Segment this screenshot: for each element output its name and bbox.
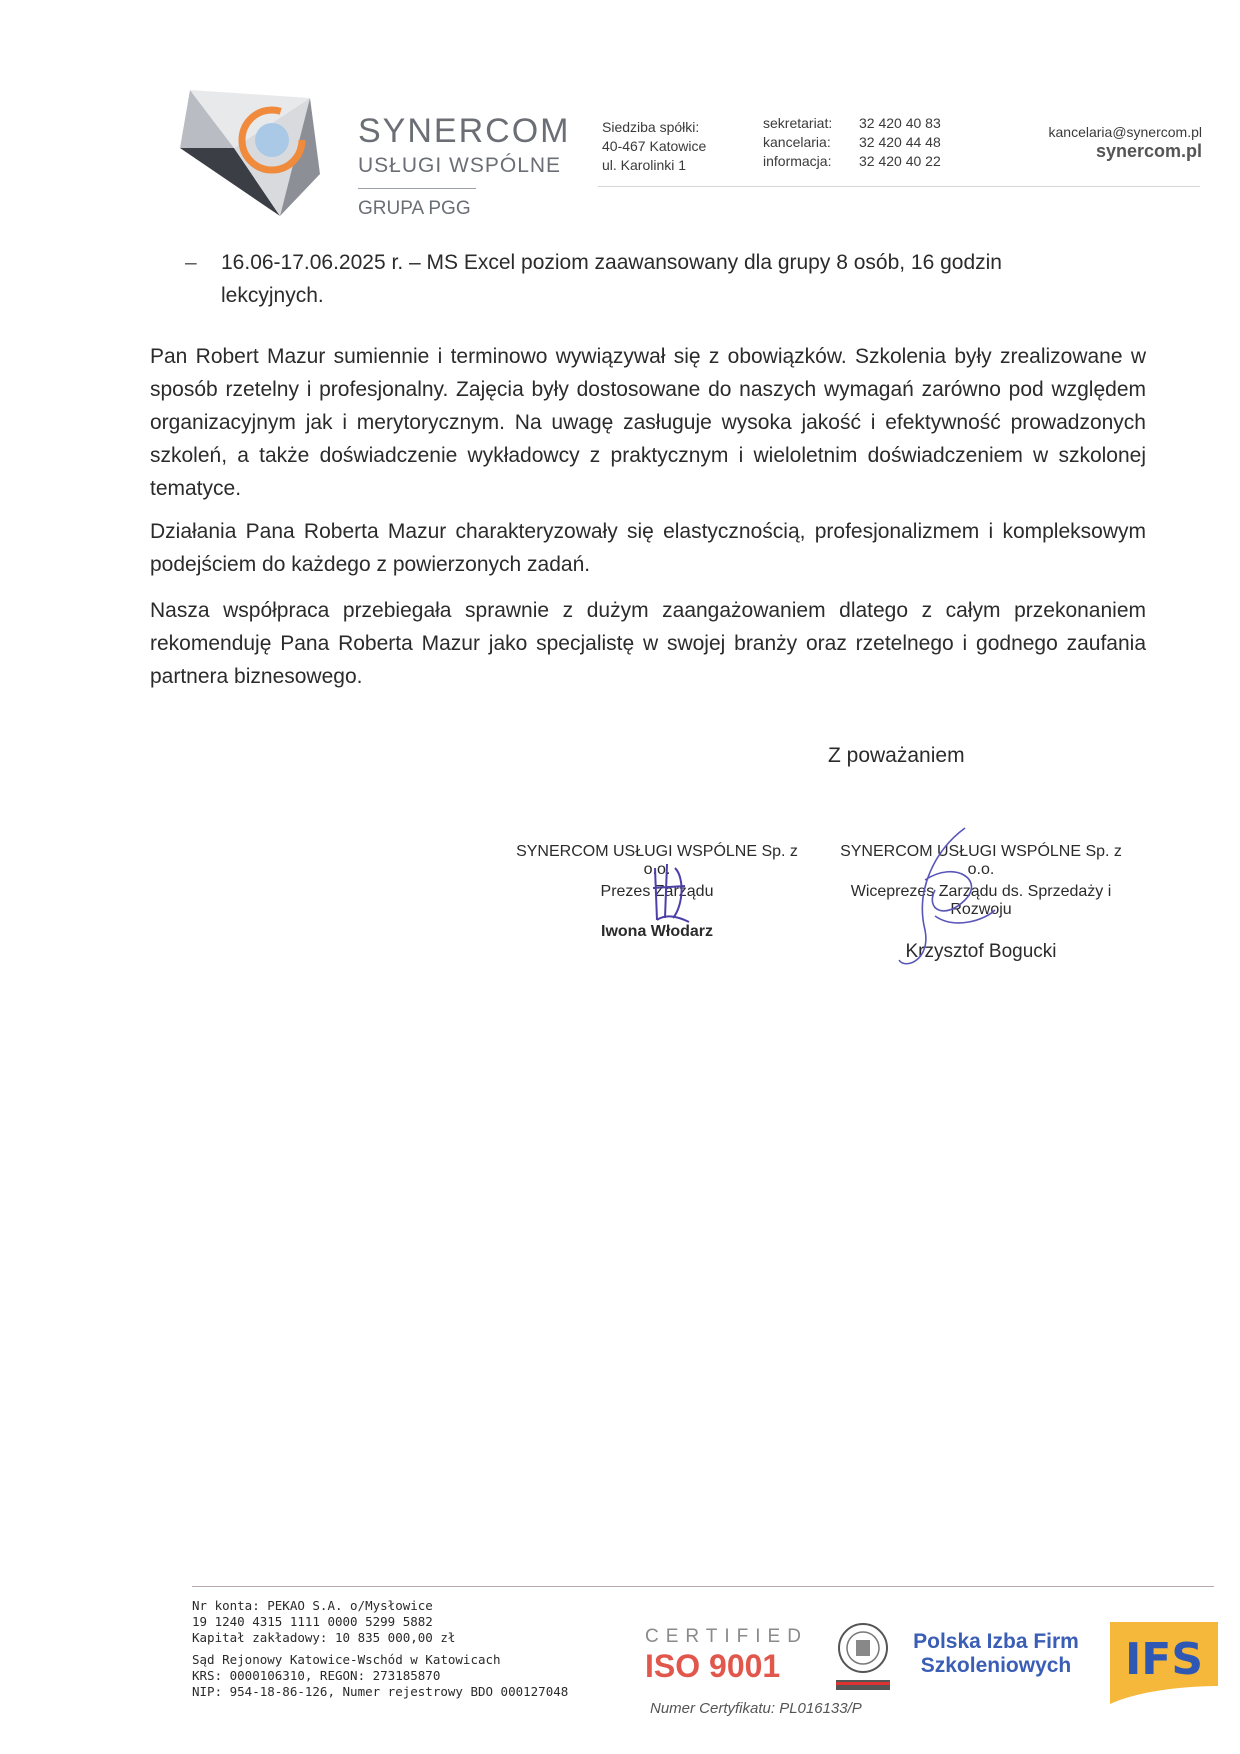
paragraph: Pan Robert Mazur sumiennie i terminowo wywiązywał się z obowiązków. Szkolenia były zrealizowane w sposób rzetelny i profesjonalny. Zajęcia były dostosowane do naszych wymagań zarówno pod względem organizacyjnym jak i merytorycznym. Na uwagę zasługuje wysoka jakość i efektywność prowadzonych szkoleń, a także doświadczenie wykładowcy z praktycznym i wieloletnim doświadczeniem w szkolonej tematyce. <box>150 345 1146 500</box>
certified-label: CERTIFIED <box>645 1626 808 1647</box>
contact-block <box>1049 123 1203 161</box>
certification-seal-icon <box>832 1620 894 1694</box>
ifs-text: IFS <box>1124 1634 1204 1685</box>
bank-name: Nr konta: PEKAO S.A. o/Mysłowice <box>192 1598 433 1613</box>
website-link[interactable]: synercom.pl <box>1095 141 1202 161</box>
phone-label: sekretariat: <box>763 115 833 131</box>
paragraph: Działania Pana Roberta Mazur charakteryzowały się elastycznością, profesjonalizmem i kompleksowym podejściem do każdego z powierzonych zadań. <box>150 520 1146 576</box>
seat-street: ul. Karolinki 1 <box>602 157 687 173</box>
bullet-text: 16.06-17.06.2025 r. – MS Excel poziom zaawansowany dla grupy 8 osób, 16 godzin lekcyjnych. <box>221 251 1002 307</box>
paragraph: Nasza współpraca przebiegała sprawnie z dużym zaangażowaniem dlatego z całym przekonaniem rekomenduję Pana Roberta Mazur jako specjalistę w swojej branży oraz rzetelnego i godnego zaufania partnera biznesowego. <box>150 599 1146 688</box>
iso-label: ISO 9001 <box>645 1648 781 1684</box>
signatory-role: Prezes Zarządu <box>600 883 714 900</box>
ifs-logo-icon <box>1100 1616 1224 1708</box>
nip-bdo: NIP: 954-18-86-126, Numer rejestrowy BDO 000127048 <box>192 1684 569 1699</box>
pifs-logo <box>906 1630 1086 1678</box>
brand-group: GRUPA PGG <box>358 198 471 219</box>
signatory-company: SYNERCOM USŁUGI WSPÓLNE Sp. z o.o. <box>516 843 798 878</box>
handwritten-signature-2 <box>895 820 1005 970</box>
pifs-line-2: Szkoleniowych <box>920 1654 1072 1677</box>
signatory-role: Wiceprezes Zarządu ds. Sprzedaży i Rozwoju <box>850 883 1112 918</box>
krs-regon: KRS: 0000106310, REGON: 273185870 <box>192 1668 441 1683</box>
bullet-dash: – <box>185 251 197 274</box>
seat-city: 40-467 Katowice <box>602 138 707 154</box>
synercom-logo-icon <box>170 78 360 228</box>
brand-divider <box>358 188 476 189</box>
phone-row <box>763 114 941 133</box>
phone-value: 32 420 40 22 <box>859 153 941 169</box>
brand-subtitle: USŁUGI WSPÓLNE <box>358 154 562 177</box>
phone-row <box>763 133 941 152</box>
phone-row <box>763 152 941 171</box>
training-bullet <box>185 246 1055 312</box>
closing-salutation: Z poważaniem <box>828 744 965 767</box>
seat-label: Siedziba spółki: <box>602 119 700 135</box>
bank-account: 19 1240 4315 1111 0000 5299 5882 <box>192 1614 433 1629</box>
court-register: Sąd Rejonowy Katowice-Wschód w Katowicach <box>192 1652 501 1667</box>
email-link[interactable]: kancelaria@synercom.pl <box>1048 124 1202 140</box>
share-capital: Kapitał zakładowy: 10 835 000,00 zł <box>192 1630 456 1645</box>
signatory-name: Iwona Włodarz <box>601 923 713 940</box>
signatory-name: Krzysztof Bogucki <box>905 941 1057 962</box>
phone-label: informacja: <box>763 153 832 169</box>
company-registration <box>192 1598 568 1700</box>
phone-value: 32 420 44 48 <box>859 134 941 150</box>
pifs-line-1: Polska Izba Firm <box>913 1630 1079 1653</box>
handwritten-signature-1 <box>645 858 695 928</box>
footer-divider <box>192 1586 1214 1587</box>
phone-label: kancelaria: <box>763 134 831 150</box>
phone-list <box>763 114 941 171</box>
signatory-company: SYNERCOM USŁUGI WSPÓLNE Sp. z o.o. <box>840 843 1122 878</box>
brand-name: SYNERCOM <box>358 112 571 150</box>
header-divider <box>598 186 1200 187</box>
certificate-number: Numer Certyfikatu: PL016133/P <box>650 1700 862 1717</box>
company-seat <box>602 118 706 175</box>
phone-value: 32 420 40 83 <box>859 115 941 131</box>
